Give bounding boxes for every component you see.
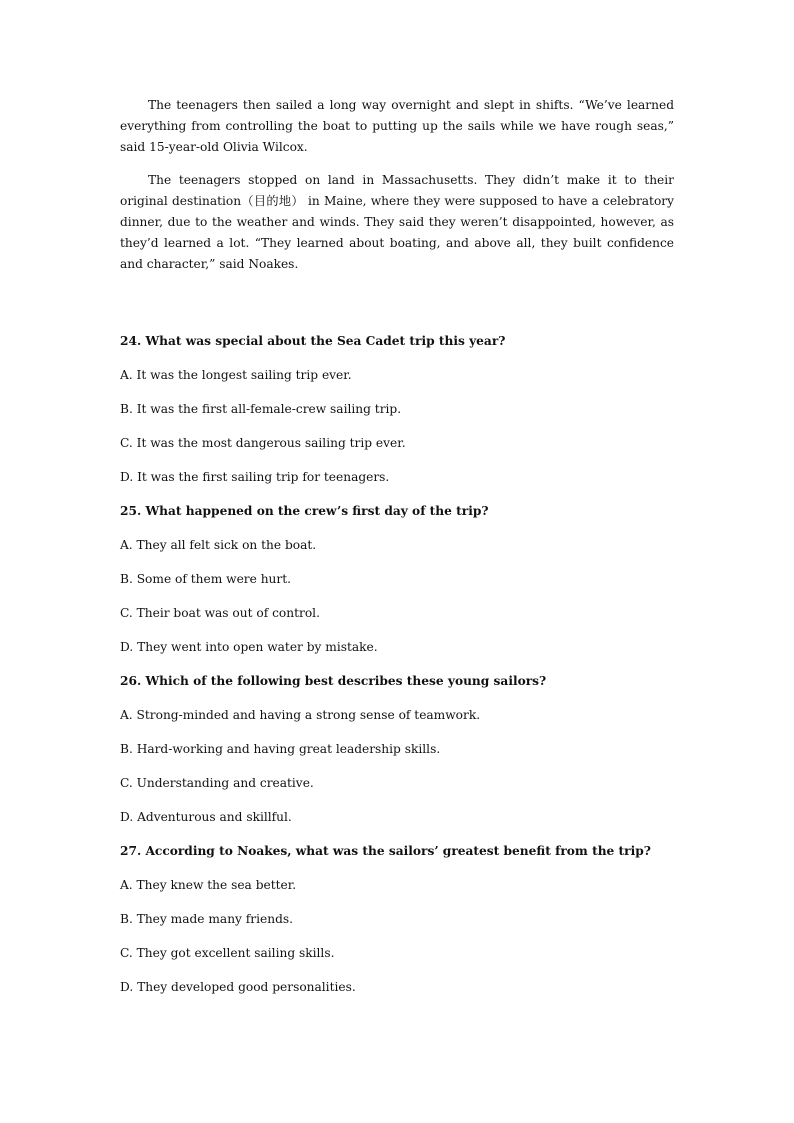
answer-option: A. It was the longest sailing trip ever. bbox=[120, 368, 352, 382]
question-block-24 bbox=[120, 331, 674, 488]
answer-option: B. Hard-working and having great leadership skills. bbox=[120, 742, 441, 756]
document-page bbox=[120, 95, 674, 1011]
passage-paragraph: The teenagers then sailed a long way overnight and slept in shifts. “We’ve learned everything from controlling the boat to putting up the sails while we have rough seas,” said 15-year-old Olivia Wilcox. bbox=[120, 98, 674, 154]
question-text: 24. What was special about the Sea Cadet trip this year? bbox=[120, 334, 506, 348]
answer-option: B. It was the first all-female-crew sailing trip. bbox=[120, 402, 402, 416]
answer-option: B. They made many friends. bbox=[120, 912, 294, 926]
question-text: 25. What happened on the crew’s first day of the trip? bbox=[120, 504, 489, 518]
answer-option: C. They got excellent sailing skills. bbox=[120, 946, 335, 960]
answer-option: A. They all felt sick on the boat. bbox=[120, 538, 317, 552]
answer-option: D. They went into open water by mistake. bbox=[120, 640, 378, 654]
answer-option: C. Understanding and creative. bbox=[120, 776, 314, 790]
passage-paragraph: The teenagers stopped on land in Massachusetts. They didn’t make it to their original destination（目的地） in Maine, where they were supposed to have a celebratory dinner, due to the weather and winds. They said they weren’t disappointed, however, as they’d learned a lot. “They learned about boating, and above all, they built confidence and character,” said Noakes. bbox=[120, 173, 674, 271]
question-text: 26. Which of the following best describes these young sailors? bbox=[120, 674, 547, 688]
answer-option: D. It was the first sailing trip for teenagers. bbox=[120, 470, 390, 484]
section-spacer bbox=[120, 287, 674, 331]
answer-option: B. Some of them were hurt. bbox=[120, 572, 291, 586]
question-block-27 bbox=[120, 841, 674, 998]
question-text: 27. According to Noakes, what was the sailors’ greatest benefit from the trip? bbox=[120, 844, 651, 858]
answer-option: A. They knew the sea better. bbox=[120, 878, 297, 892]
answer-option: A. Strong-minded and having a strong sense of teamwork. bbox=[120, 708, 481, 722]
answer-option: D. Adventurous and skillful. bbox=[120, 810, 292, 824]
answer-option: D. They developed good personalities. bbox=[120, 980, 356, 994]
answer-option: C. It was the most dangerous sailing trip ever. bbox=[120, 436, 406, 450]
question-block-26 bbox=[120, 671, 674, 828]
answer-option: C. Their boat was out of control. bbox=[120, 606, 320, 620]
question-block-25 bbox=[120, 501, 674, 658]
